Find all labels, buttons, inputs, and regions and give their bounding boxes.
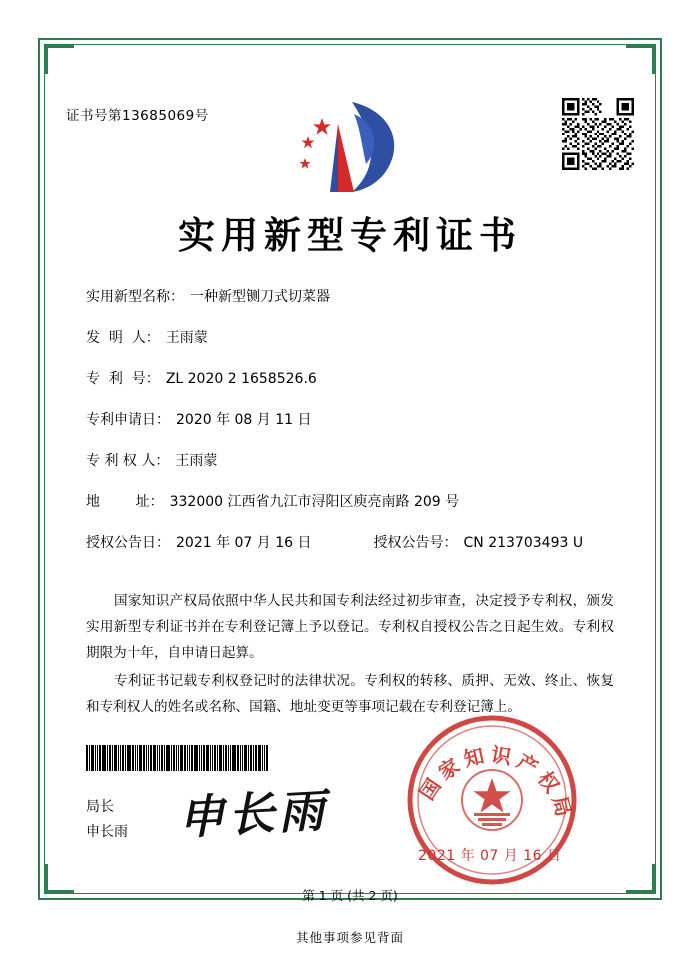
patentee-label: 专 利 权 人： bbox=[86, 453, 170, 469]
director-title-label: 局长 bbox=[86, 799, 114, 815]
page-number: 第 1 页 (共 2 页) bbox=[302, 888, 398, 903]
certificate-number: 证书号第13685069号 bbox=[66, 108, 209, 124]
legal-paragraph-2: 专利证书记载专利权登记时的法律状况。专利权的转移、质押、无效、终止、恢复和专利权人的姓名或名称、国籍、地址变更等事项记载在专利登记簿上。 bbox=[86, 673, 614, 715]
border-corner-top-right bbox=[626, 44, 656, 74]
field-row-inventor bbox=[86, 327, 616, 368]
grant-number-label: 授权公告号： bbox=[373, 535, 458, 551]
grant-date-value: 2021 年 07 月 16 日 bbox=[176, 535, 312, 551]
address-label: 地 址： bbox=[86, 494, 164, 510]
cnipa-emblem-icon bbox=[292, 96, 408, 196]
border-corner-top-left bbox=[44, 44, 74, 74]
director-handwritten-signature: 申长雨 bbox=[176, 783, 330, 845]
director-block bbox=[86, 795, 128, 845]
patentee-value: 王雨蒙 bbox=[175, 453, 218, 469]
inventor-label: 发 明 人： bbox=[86, 330, 160, 346]
grant-date-label: 授权公告日： bbox=[86, 535, 170, 551]
page-title: 实用新型专利证书 bbox=[178, 213, 522, 257]
director-name-label: 申长雨 bbox=[86, 824, 128, 840]
seal-date: 2021 年 07 月 16 日 bbox=[418, 848, 562, 864]
inventor-value: 王雨蒙 bbox=[165, 330, 208, 346]
utility-model-name-value: 一种新型铡刀式切菜器 bbox=[190, 289, 330, 305]
field-row-utility-model-name bbox=[86, 286, 616, 327]
patent-field-list bbox=[86, 286, 616, 573]
patent-number-label: 专 利 号： bbox=[86, 371, 160, 387]
filing-date-value: 2020 年 08 月 11 日 bbox=[176, 412, 312, 428]
filing-date-label: 专利申请日： bbox=[86, 412, 170, 428]
qr-code-icon bbox=[562, 98, 634, 170]
address-value: 332000 江西省九江市浔阳区庾亮南路 209 号 bbox=[169, 494, 460, 510]
field-row-filing-date bbox=[86, 409, 616, 450]
field-row-patentee bbox=[86, 450, 616, 491]
field-row-grant bbox=[86, 532, 616, 573]
patent-number-value: ZL 2020 2 1658526.6 bbox=[165, 371, 317, 387]
barcode-icon bbox=[86, 745, 278, 771]
legal-paragraph-1: 国家知识产权局依照中华人民共和国专利法经过初步审查，决定授予专利权，颁发实用新型专利证书并在专利登记簿上予以登记。专利权自授权公告之日起生效。专利权期限为十年，自申请日起算。 bbox=[86, 593, 614, 661]
svg-text:国家知识产权局: 国家知识产权局 bbox=[414, 742, 578, 824]
field-row-patent-number bbox=[86, 368, 616, 409]
legal-text-block bbox=[86, 588, 614, 722]
utility-model-name-label: 实用新型名称： bbox=[86, 289, 184, 305]
footer-note: 其他事项参见背面 bbox=[295, 930, 404, 945]
field-row-address bbox=[86, 491, 616, 532]
grant-number-value: CN 213703493 U bbox=[463, 535, 584, 551]
